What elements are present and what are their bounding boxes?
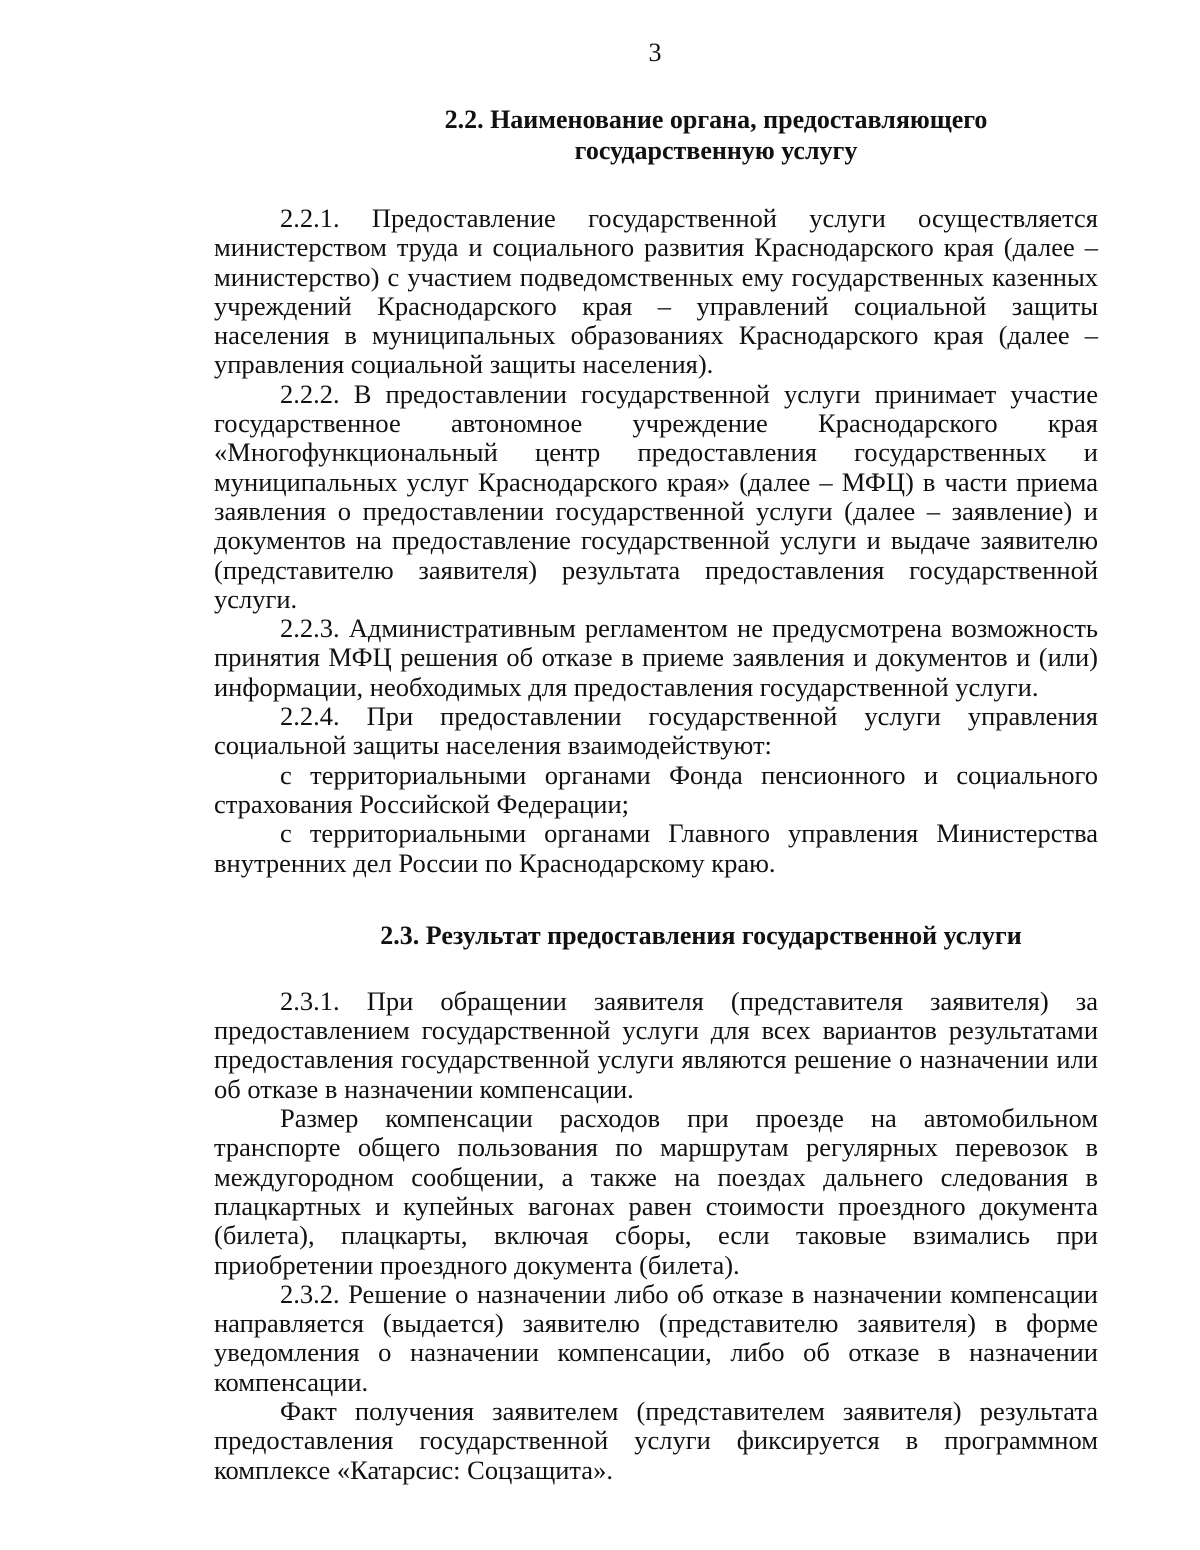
section-2-2-heading-line-1: 2.2. Наименование органа, предоставляющего	[444, 105, 988, 134]
paragraph-2-3-2: 2.3.2. Решение о назначении либо об отказе в назначении компенсации направляется (выдается) заявителю (представителю заявителя) в форме уведомления о назначении компенсации, либо об отказе в назначении компенсации.	[214, 1278, 1098, 1397]
paragraph-2-2-4: 2.2.4. При предоставлении государственной услуги управления социальной защиты населения взаимодействуют:	[214, 701, 1098, 761]
list-item-interior-ministry: с территориальными органами Главного управления Министерства внутренних дел России по Краснодарскому краю.	[214, 818, 1098, 878]
paragraph-compensation-amount: Размер компенсации расходов при проезде на автомобильном транспорте общего пользования по маршрутам регулярных перевозок в междугородном сообщении, а также на поездах дальнего следования в плацкартных и купейных вагонах равен стоимости проездного документа (билета), плацкарты, включая сборы, если таковые взимались при приобретении проездного документа (билета).	[214, 1103, 1098, 1280]
paragraph-2-2-2: 2.2.2. В предоставлении государственной услуги принимает участие государственное автономное учреждение Краснодарского края «Многофункциональный центр предоставления государственных и муниципальных услуг Краснодарского края» (далее – МФЦ) в части приема заявления о предоставлении государственной услуги (далее – заявление) и документов на предоставление государственной услуги и выдаче заявителю (представителю заявителя) результата предоставления государственной услуги.	[214, 378, 1098, 614]
section-2-2-heading-line-2: государственную услугу	[574, 136, 858, 165]
section-2-3-body	[214, 987, 1098, 1485]
section-2-2-heading	[274, 104, 1158, 166]
document-body	[214, 104, 1098, 1485]
page-number: 3	[648, 38, 662, 67]
paragraph-2-2-1: 2.2.1. Предоставление государственной услуги осуществляется министерством труда и социального развития Краснодарского края (далее – министерство) с участием подведомственных ему государственных казенных учреждений Краснодарского края – управлений социальной защиты населения в муниципальных образованиях Краснодарского края (далее – управления социальной защиты населения).	[214, 203, 1098, 380]
paragraph-2-3-1: 2.3.1. При обращении заявителя (представителя заявителя) за предоставлением государственной услуги для всех вариантов результатами предоставления государственной услуги являются решение о назначении или об отказе в назначении компенсации.	[214, 985, 1098, 1104]
paragraph-2-2-3: 2.2.3. Административным регламентом не предусмотрена возможность принятия МФЦ решения об отказе в приеме заявления и документов и (или) информации, необходимых для предоставления государственной услуги.	[214, 613, 1098, 702]
paragraph-result-recording: Факт получения заявителем (представителем заявителя) результата предоставления государственной услуги фиксируется в программном комплексе «Катарсис: Соцзащита».	[214, 1395, 1098, 1485]
list-item-pension-fund: с территориальными органами Фонда пенсионного и социального страхования Российской Федерации;	[214, 759, 1098, 819]
section-2-3-heading: 2.3. Результат предоставления государственной услуги	[380, 920, 1022, 950]
section-2-2-body	[214, 204, 1098, 878]
